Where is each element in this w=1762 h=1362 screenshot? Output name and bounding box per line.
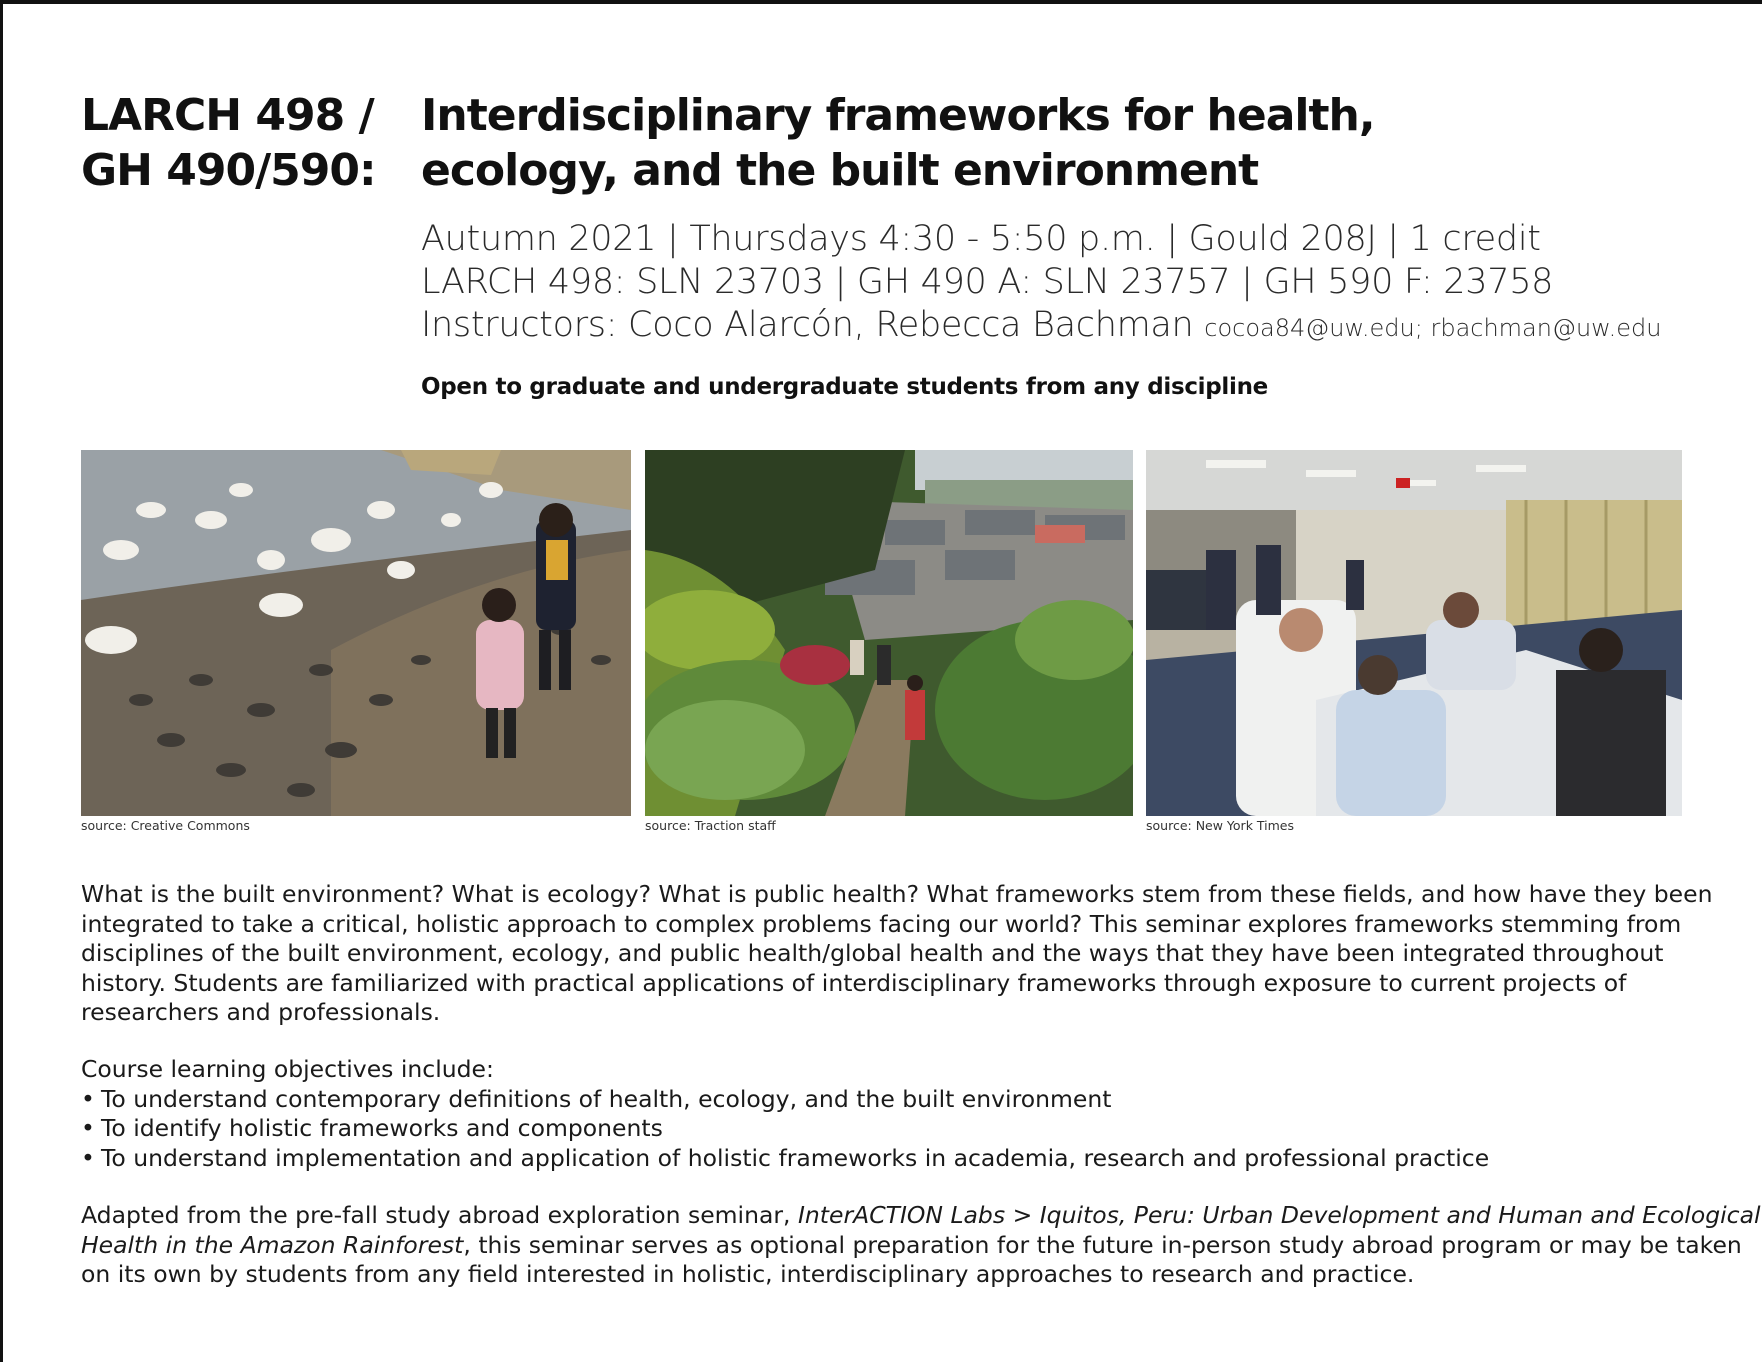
objective-item xyxy=(81,1114,1681,1144)
adapted-line-1 xyxy=(81,1201,1761,1231)
bullet-dot: • xyxy=(81,1084,95,1113)
objective-text: To understand contemporary definitions of health, ecology, and the built environment xyxy=(101,1084,1112,1113)
schedule-line: Autumn 2021 | Thursdays 4:30 - 5:50 p.m. | Gould 208J | 1 credit xyxy=(421,219,1541,259)
description-line: disciplines of the built environment, ecology, and public health/global health and the ways that they have been integrated throughout xyxy=(81,939,1664,967)
instructor-emails: cocoa84@uw.edu; rbachman@uw.edu xyxy=(1204,314,1662,342)
hospital-image xyxy=(1146,450,1682,816)
objective-text: To identify holistic frameworks and components xyxy=(101,1114,663,1142)
bullet-dot: • xyxy=(81,1143,95,1172)
photo-caption-3: source: New York Times xyxy=(1146,818,1295,833)
title-line-1: Interdisciplinary frameworks for health, xyxy=(421,90,1375,141)
photo-hospital xyxy=(1146,450,1682,816)
photo-hillside-path xyxy=(645,450,1133,816)
learning-objectives xyxy=(81,1055,1681,1173)
adapted-line-2 xyxy=(81,1230,1742,1261)
top-border xyxy=(0,0,1762,4)
course-codes xyxy=(81,88,376,198)
course-code-larch: LARCH 498 / xyxy=(81,90,374,141)
open-to-note: Open to graduate and undergraduate students from any discipline xyxy=(421,374,1268,400)
instructors-names: Instructors: Coco Alarcón, Rebecca Bachman xyxy=(421,305,1194,345)
instructors-line xyxy=(421,304,1661,350)
adapted-line-3: on its own by students from any field interested in holistic, interdisciplinary approaches to research and practice. xyxy=(81,1260,1415,1288)
objective-item xyxy=(81,1085,1681,1115)
photo-caption-2: source: Traction staff xyxy=(645,818,776,833)
course-code-gh: GH 490/590: xyxy=(81,145,376,196)
seminar-title-italic: InterACTION Labs > Iquitos, Peru: Urban Development and Human and Ecological xyxy=(797,1201,1761,1229)
adapted-text: , this seminar serves as optional preparation for the future in-person study abroad program or may be taken xyxy=(463,1230,1742,1259)
objectives-intro: Course learning objectives include: xyxy=(81,1055,494,1083)
description-line: What is the built environment? What is ecology? What is public health? What frameworks stem from these fields, and how have they been xyxy=(81,880,1713,908)
seminar-title-italic: Health in the Amazon Rainforest xyxy=(81,1230,464,1259)
objective-item xyxy=(81,1144,1681,1174)
course-info xyxy=(421,218,1661,350)
description-line: researchers and professionals. xyxy=(81,998,441,1026)
photo-swans-children xyxy=(81,450,631,816)
description-line: history. Students are familiarized with practical applications of interdisciplinary frameworks through exposure to current projects of xyxy=(81,968,1627,997)
title-line-2: ecology, and the built environment xyxy=(421,145,1259,196)
swans-image xyxy=(81,450,631,816)
adapted-text: Adapted from the pre-fall study abroad exploration seminar, xyxy=(81,1201,798,1229)
hillside-image xyxy=(645,450,1133,816)
photo-caption-1: source: Creative Commons xyxy=(81,818,250,833)
description-line: integrated to take a critical, holistic approach to complex problems facing our world? This seminar explores frameworks stemming from xyxy=(81,909,1682,938)
objective-text: To understand implementation and application of holistic frameworks in academia, research and professional practice xyxy=(101,1143,1490,1172)
course-description xyxy=(81,880,1713,1028)
adapted-from-paragraph xyxy=(81,1201,1761,1290)
bullet-dot: • xyxy=(81,1114,95,1142)
sln-line: LARCH 498: SLN 23703 | GH 490 A: SLN 23757 | GH 590 F: 23758 xyxy=(421,262,1554,302)
course-title xyxy=(421,88,1375,198)
left-border xyxy=(0,0,3,1362)
